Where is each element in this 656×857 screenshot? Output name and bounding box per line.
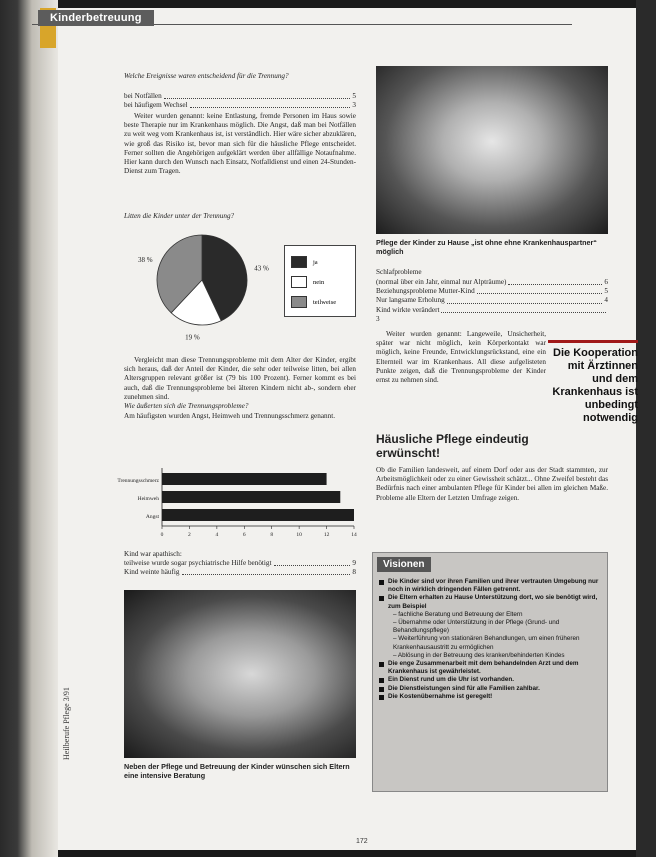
bar-tick-label: 0 — [160, 532, 164, 538]
list-item: teilweise wurde sogar psychiatrische Hilfe benötigt 9 — [124, 559, 356, 567]
question-3: Wie äußerten sich die Trennungsprobleme? — [124, 402, 249, 410]
visionen-item: Die Kostenübernahme ist geregelt! — [379, 693, 601, 701]
paragraph-2: Vergleicht man diese Trennungsprobleme mit dem Alter der Kinder, ergibt sich heraus, daß der Anteil der Kinder, die sehr oder teilweise litten, bei allen Altersgruppen relevant größer ist (79 bis 100 Prozent). Ferner kommt es bei auch, daß die Trennungsprobleme bei älteren Kindern nicht ab-, sondern eher zunehmen sind. — [124, 356, 356, 401]
journal-label: Heilberufe Pflege 3/91 — [62, 687, 71, 760]
heading-haeusliche-pflege: Häusliche Pflege eindeutig erwünscht! — [376, 432, 529, 460]
visionen-item: – fachliche Beratung und Betreuung der Eltern — [393, 610, 523, 618]
bar-tick-label: 14 — [351, 532, 357, 538]
question-2: Litten die Kinder unter der Trennung? — [124, 212, 235, 220]
legend-swatch — [291, 256, 307, 268]
paragraph-1: Weiter wurden genannt: keine Entlastung, fremde Personen im Haus sowie beste Therapie nur im Krankenhaus möglich. Die Angst, daß man bei Notfällen zu weit weg vom Krankenhaus ist, ist verständlich. Hier wäre sicher abzuklären, wie groß das Risiko ist, bevor man sich für die häusliche Pflege entscheidet. Ferner sollten die Angehörigen aufgeklärt werden über allfällige Notaufnahme. Hier kann durch den Wunsch nach Einsatz, Notfalldienst und einen 24-Stunden-Dienst zum Tragen. — [124, 112, 356, 176]
bar-chart — [86, 464, 356, 544]
list-1 — [124, 92, 356, 110]
legend-swatch — [291, 276, 307, 288]
bar-tick-label: 12 — [323, 532, 330, 538]
page-number: 172 — [356, 838, 368, 845]
legend-swatch — [291, 296, 307, 308]
list-item: Nur langsame Erholung 4 — [376, 296, 608, 305]
photo-caption-left: Neben der Pflege und Betreuung der Kinder wünschen sich Eltern eine intensive Beratung — [124, 762, 350, 780]
visionen-item: Ein Dienst rund um die Uhr ist vorhanden. — [379, 676, 601, 684]
legend-item-ja: ja — [291, 256, 318, 268]
bar-category-label: Angst — [145, 514, 159, 520]
photo-child-care — [376, 66, 608, 234]
bar-tick-label: 8 — [270, 532, 274, 538]
visionen-box — [372, 552, 608, 792]
bar-tick-label: 2 — [188, 532, 191, 538]
bar — [162, 491, 340, 503]
list-item: bei häufigem Wechsel 3 — [124, 101, 356, 110]
list-title: Schlafprobleme — [376, 268, 422, 276]
visionen-item: Die enge Zusammenarbeit mit dem behandelnden Arzt und dem Krankenhaus ist gewährleistet. — [379, 660, 601, 676]
visionen-title: Visionen — [377, 557, 431, 572]
bar-category-label: Trennungsschmerz — [117, 478, 159, 484]
paragraph-3: Am häufigsten wurden Angst, Heimweh und Trennungsschmerz genannt. — [124, 412, 336, 420]
photo-hands — [124, 590, 356, 758]
list-item: 3 — [376, 314, 380, 323]
list-item: bei Notfällen 5 — [124, 92, 356, 100]
page-edge — [636, 0, 656, 857]
pie-data-label: 19 % — [185, 333, 200, 342]
bar — [162, 473, 327, 485]
list-3 — [376, 278, 608, 324]
list-item: Kind wirkte verändert — [376, 306, 608, 315]
bar-tick-label: 4 — [215, 532, 219, 538]
question-1: Welche Ereignisse waren entscheidend für die Trennung? — [124, 72, 289, 80]
bar-category-label: Heimweh — [137, 496, 159, 502]
visionen-list — [379, 578, 601, 701]
visionen-item: – Weiterführung von stationären Behandlungen, um einen früheren Krankenhausaustritt zu ermöglichen — [393, 635, 580, 651]
visionen-item: – Übernahme oder Unterstützung in der Pflege (Grund- und Behandlungspflege) — [393, 619, 560, 635]
pie-legend — [284, 245, 356, 317]
visionen-item: Die Dienstleistungen sind für alle Familien zahlbar. — [379, 685, 601, 693]
paragraph-right-2: Ob die Familien landesweit, auf einem Dorf oder aus der Stadt stammten, zur Arbeitsmöglichkeit oder zu einer Gewissheit schätzt... Ohne Zweifel besteht das Bedürfnis nach einer ambulanten Pflege für Kinder bei allen im gleichen Maße. Probleme alle Eltern der Letzten Umfrage zeigen. — [376, 466, 608, 502]
list-item: Kind weinte häufig 8 — [124, 568, 356, 577]
after-bar-line: Kind war apathisch: — [124, 550, 182, 558]
bar-tick-label: 6 — [242, 532, 246, 538]
list-2 — [124, 559, 356, 577]
legend-item-nein: nein — [291, 276, 324, 288]
pull-quote: Die Kooperation mit Ärztinnen und dem Krankenhaus ist unbedingt notwendig — [548, 340, 638, 425]
visionen-item: – Ablösung in der Betreuung des kranken/behinderten Kindes — [393, 651, 565, 659]
visionen-item: Die Eltern erhalten zu Hause Unterstützung dort, wo sie benötigt wird, zum Beispiel — [379, 594, 601, 610]
visionen-item: Die Kinder sind vor ihren Familien und ihrer vertrauten Umgebung nur noch in wirklich dringenden Fällen getrennt. — [379, 578, 601, 594]
pie-data-label: 38 % — [137, 256, 153, 265]
book-spine — [0, 0, 58, 857]
section-title: Kinderbetreuung — [38, 10, 154, 26]
legend-item-teilweise: teilweise — [291, 296, 336, 308]
pie-chart — [132, 230, 292, 342]
bar — [162, 509, 354, 521]
list-item: (normal über ein Jahr, einmal nur Alpträume) 6 — [376, 278, 608, 286]
pie-data-label: 43 % — [254, 264, 269, 273]
paragraph-right-1: Weiter wurden genannt: Langeweile, Unsicherheit, später war nicht möglich, kein Körperkontakt war möglich, keine Freunde, Entwicklungsrückstand, eine ein Elternteil war im Krankenhaus. All diese aufgelisteten Punkte zeigen, daß die Trennungsprobleme der Kinder ernst zu nehmen sind. — [376, 330, 546, 385]
photo-caption-right: Pflege der Kinder zu Hause „ist ohne ehne Krankenhauspartner“ möglich — [376, 238, 597, 256]
list-item: Beziehungsprobleme Mutter-Kind 5 — [376, 287, 608, 296]
bar-tick-label: 10 — [296, 532, 302, 538]
